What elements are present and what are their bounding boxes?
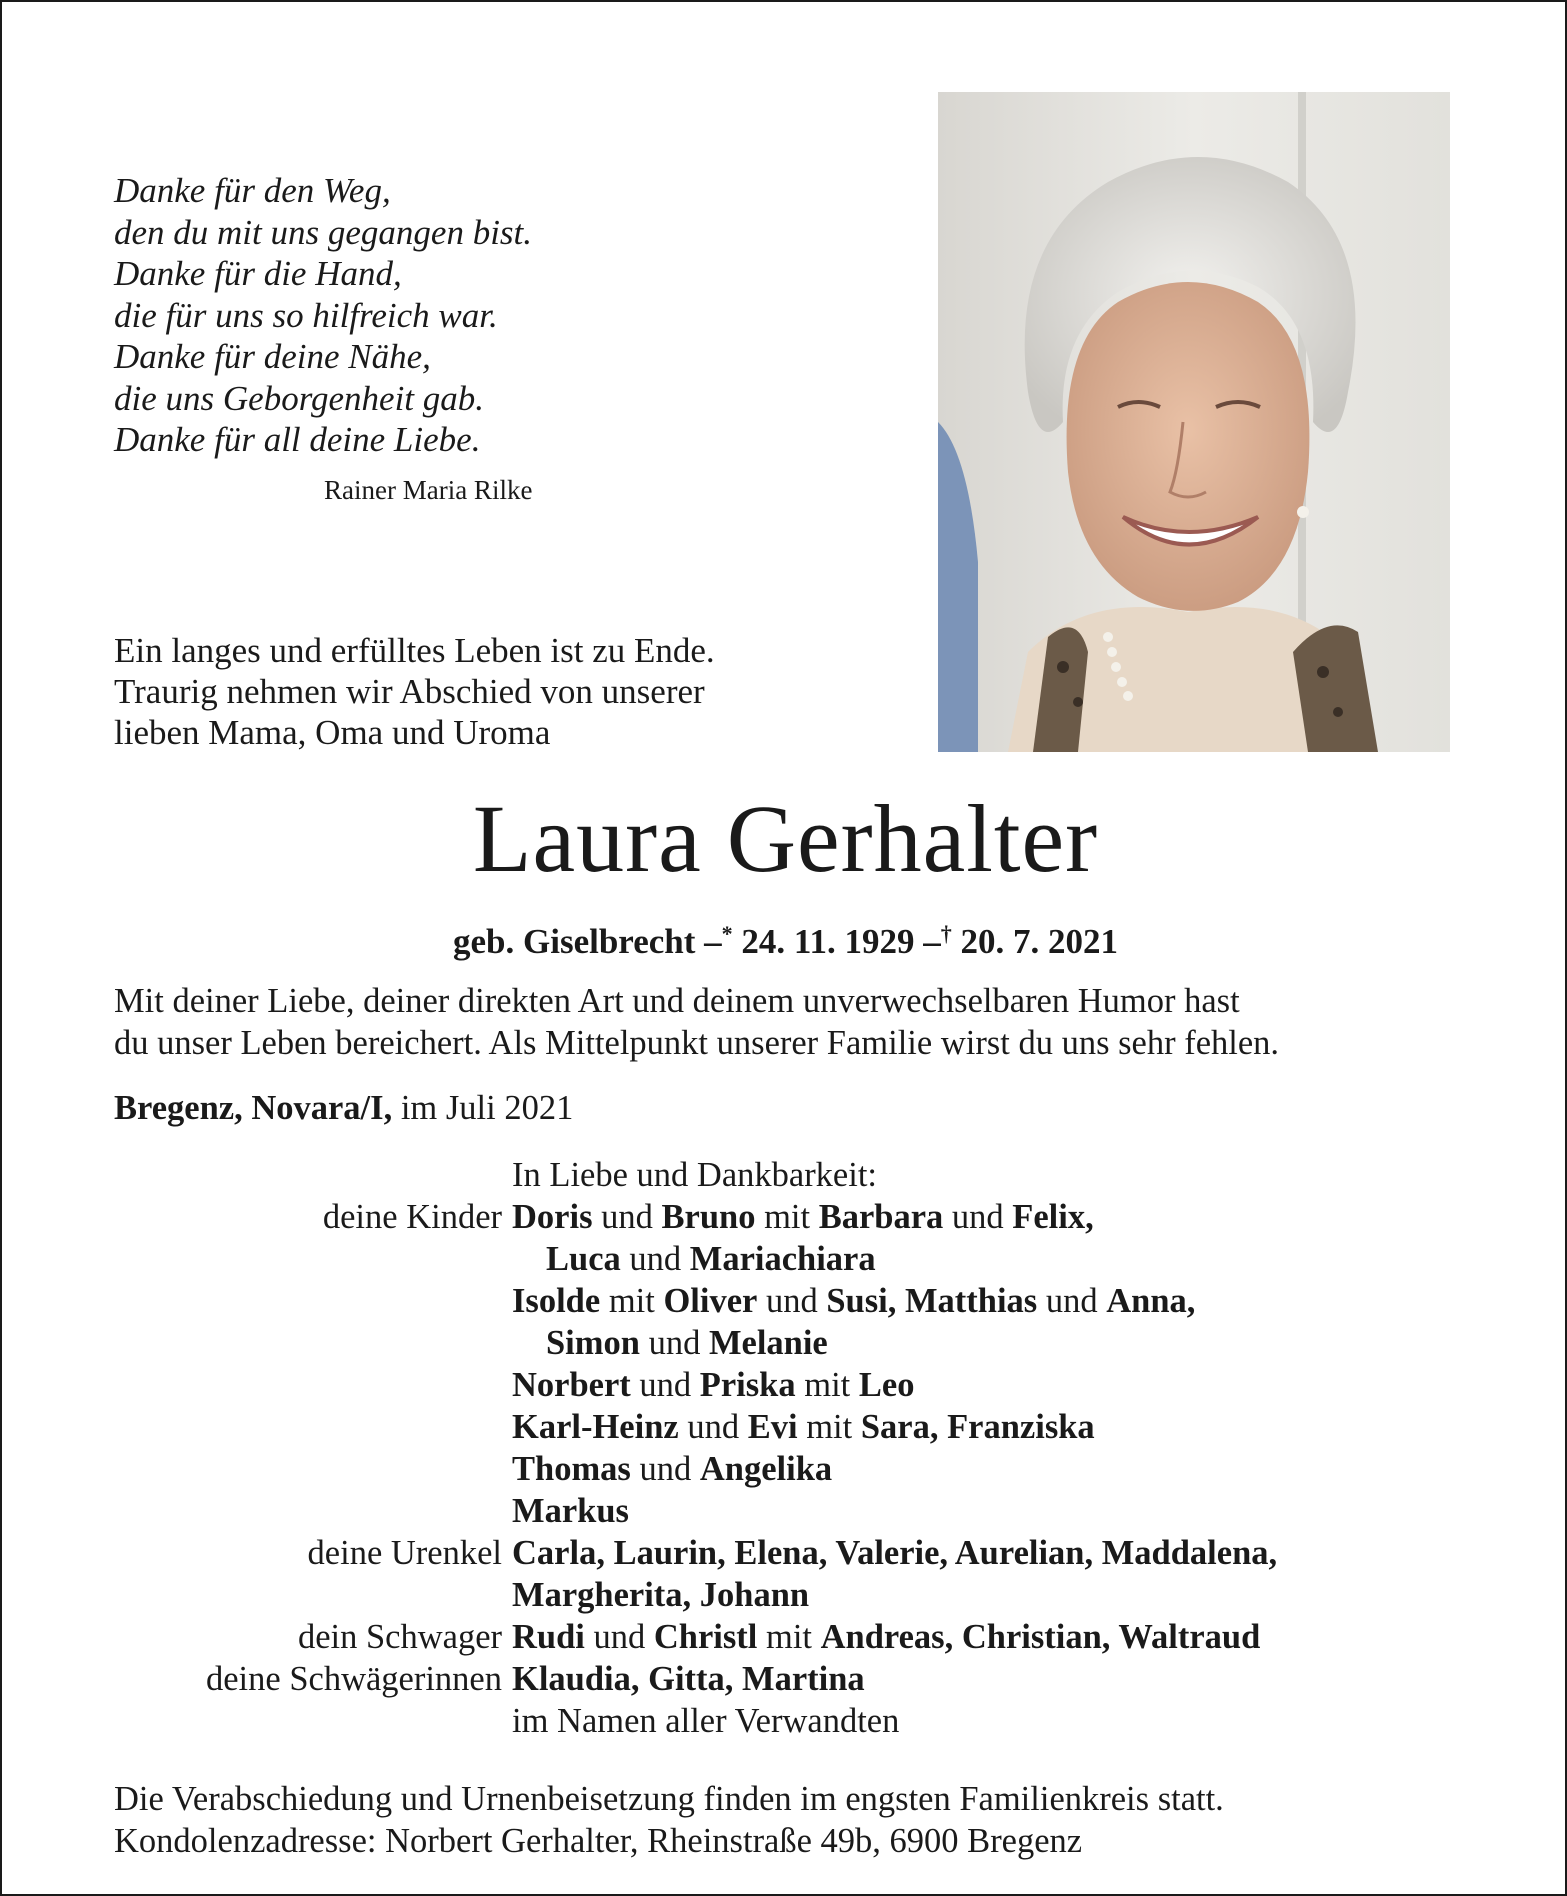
mourner-row <box>2 1574 1567 1616</box>
mourners-list <box>2 1154 1567 1742</box>
intro-line: Ein langes und erfülltes Leben ist zu Ende. <box>114 631 715 670</box>
mourner-names <box>512 1280 1195 1322</box>
mourner-row <box>2 1616 1567 1658</box>
life-dates <box>2 909 1567 967</box>
mourner-name: Susi, Matthias <box>826 1282 1038 1320</box>
poem-line: Danke für die Hand, <box>114 254 402 293</box>
portrait-photo <box>938 92 1450 752</box>
mourner-name: Mariachiara <box>689 1240 876 1278</box>
relation-label: deine Schwägerinnen <box>205 1660 502 1698</box>
mourner-row <box>2 1196 1567 1238</box>
mourner-row <box>2 1238 1567 1280</box>
birth-date: 24. 11. 1929 <box>741 922 915 961</box>
closing-line: Kondolenzadresse: Norbert Gerhalter, Rheinstraße 49b, 6900 Bregenz <box>114 1822 1083 1860</box>
mourner-name: Sara, Franziska <box>860 1408 1095 1446</box>
mourner-names <box>512 1490 629 1532</box>
poem-line: die für uns so hilfreich war. <box>114 295 498 335</box>
poem-line: Danke für all deine Liebe. <box>114 420 481 459</box>
connector-text: mit <box>797 1408 861 1446</box>
notice-date: im Juli 2021 <box>400 1089 574 1127</box>
connector-text: und <box>1037 1282 1107 1320</box>
mourner-name: Isolde <box>512 1282 601 1320</box>
poem-line: Danke für deine Nähe, <box>114 337 431 376</box>
mourner-row <box>2 1700 1567 1742</box>
mourner-names <box>512 1616 1260 1658</box>
connector-text: mit <box>755 1198 819 1236</box>
mourner-names <box>512 1448 832 1490</box>
death-symbol: † <box>940 921 952 946</box>
mourner-name: Priska <box>699 1366 796 1404</box>
intro-line: lieben Mama, Oma und Uroma <box>114 713 551 752</box>
mourner-names <box>512 1196 1094 1238</box>
mourner-row <box>2 1658 1567 1700</box>
connector-text: und <box>584 1618 654 1656</box>
mourner-name: Simon <box>546 1324 640 1362</box>
mourner-name: Thomas <box>512 1450 631 1488</box>
mourner-name: Angelika <box>699 1450 833 1488</box>
mourner-name: Markus <box>512 1492 629 1530</box>
connector-text: und <box>639 1324 709 1362</box>
relation-label: dein Schwager <box>297 1618 502 1656</box>
mourner-name: Felix, <box>1012 1198 1094 1236</box>
intro-line: Traurig nehmen wir Abschied von unserer <box>114 672 705 711</box>
mourner-name: Rudi <box>512 1618 585 1656</box>
intro-text <box>114 630 874 753</box>
poem-line: Danke für den Weg, <box>114 171 391 210</box>
mourner-row <box>2 1280 1567 1322</box>
mourner-name: Margherita, Johann <box>512 1576 810 1614</box>
connector-text: und <box>943 1198 1013 1236</box>
poem-line: den du mit uns gegangen bist. <box>114 212 533 252</box>
birth-symbol: * <box>721 921 733 946</box>
relation-label: deine Urenkel <box>307 1534 502 1572</box>
death-date: 20. 7. 2021 <box>960 922 1118 961</box>
connector-text: und <box>630 1366 700 1404</box>
mourner-names <box>512 1658 865 1700</box>
mourner-names <box>546 1238 876 1280</box>
mourner-rows <box>2 1196 1567 1742</box>
mourner-name: Norbert <box>512 1366 631 1404</box>
connector-text: und <box>630 1450 700 1488</box>
mourner-names <box>512 1406 1095 1448</box>
mourner-name: Klaudia, Gitta, Martina <box>512 1660 865 1698</box>
mourner-names <box>512 1532 1277 1574</box>
poem-line: die uns Geborgenheit gab. <box>114 378 485 418</box>
tribute-line: Mit deiner Liebe, deiner direkten Art und deinem unverwechselbaren Humor hast <box>114 982 1240 1020</box>
closing-text <box>114 1778 1514 1862</box>
tribute-line: du unser Leben bereichert. Als Mittelpunkt unserer Familie wirst du uns sehr fehlen. <box>114 1024 1280 1062</box>
tribute-text <box>114 980 1474 1064</box>
connector-text: im Namen aller Verwandten <box>512 1702 900 1740</box>
closing-line: Die Verabschiedung und Urnenbeisetzung finden im engsten Familienkreis statt. <box>114 1780 1224 1818</box>
mourners-heading-row <box>2 1154 1567 1196</box>
mourner-row <box>2 1406 1567 1448</box>
mourner-name: Anna, <box>1106 1282 1196 1320</box>
mourner-name: Oliver <box>663 1282 758 1320</box>
poem <box>114 170 634 461</box>
mourner-name: Evi <box>747 1408 798 1446</box>
relation-label: deine Kinder <box>322 1198 502 1236</box>
mourner-names <box>512 1364 914 1406</box>
mourner-row <box>2 1364 1567 1406</box>
mourner-name: Christl <box>653 1618 758 1656</box>
mourner-names <box>512 1574 809 1616</box>
mourner-name: Bruno <box>661 1198 756 1236</box>
mourner-row <box>2 1322 1567 1364</box>
separator: – <box>704 922 722 961</box>
mourner-name: Andreas, Christian, Waltraud <box>820 1618 1261 1656</box>
mourner-names <box>512 1700 899 1742</box>
place-date <box>114 1089 573 1128</box>
mourner-name: Leo <box>858 1366 915 1404</box>
poem-author: Rainer Maria Rilke <box>324 475 533 505</box>
deceased-name: Laura Gerhalter <box>472 785 1099 892</box>
mourner-name: Doris <box>512 1198 593 1236</box>
maiden-name: geb. Giselbrecht <box>453 922 696 961</box>
place-cities: Bregenz, Novara/I, <box>114 1089 393 1127</box>
connector-text: und <box>757 1282 827 1320</box>
connector-text: und <box>678 1408 748 1446</box>
mourner-names <box>546 1322 828 1364</box>
mourners-heading: In Liebe und Dankbarkeit: <box>512 1156 877 1194</box>
mourner-name: Melanie <box>708 1324 828 1362</box>
connector-text: mit <box>757 1618 821 1656</box>
separator: – <box>923 922 941 961</box>
mourner-name: Luca <box>546 1240 621 1278</box>
connector-text: und <box>620 1240 690 1278</box>
mourner-name: Carla, Laurin, Elena, Valerie, Aurelian, Maddalena, <box>512 1534 1278 1572</box>
mourner-row <box>2 1490 1567 1532</box>
mourner-name: Barbara <box>818 1198 944 1236</box>
mourner-row <box>2 1532 1567 1574</box>
mourner-row <box>2 1448 1567 1490</box>
connector-text: mit <box>795 1366 859 1404</box>
mourner-name: Karl-Heinz <box>512 1408 679 1446</box>
connector-text: und <box>592 1198 662 1236</box>
connector-text: mit <box>600 1282 664 1320</box>
